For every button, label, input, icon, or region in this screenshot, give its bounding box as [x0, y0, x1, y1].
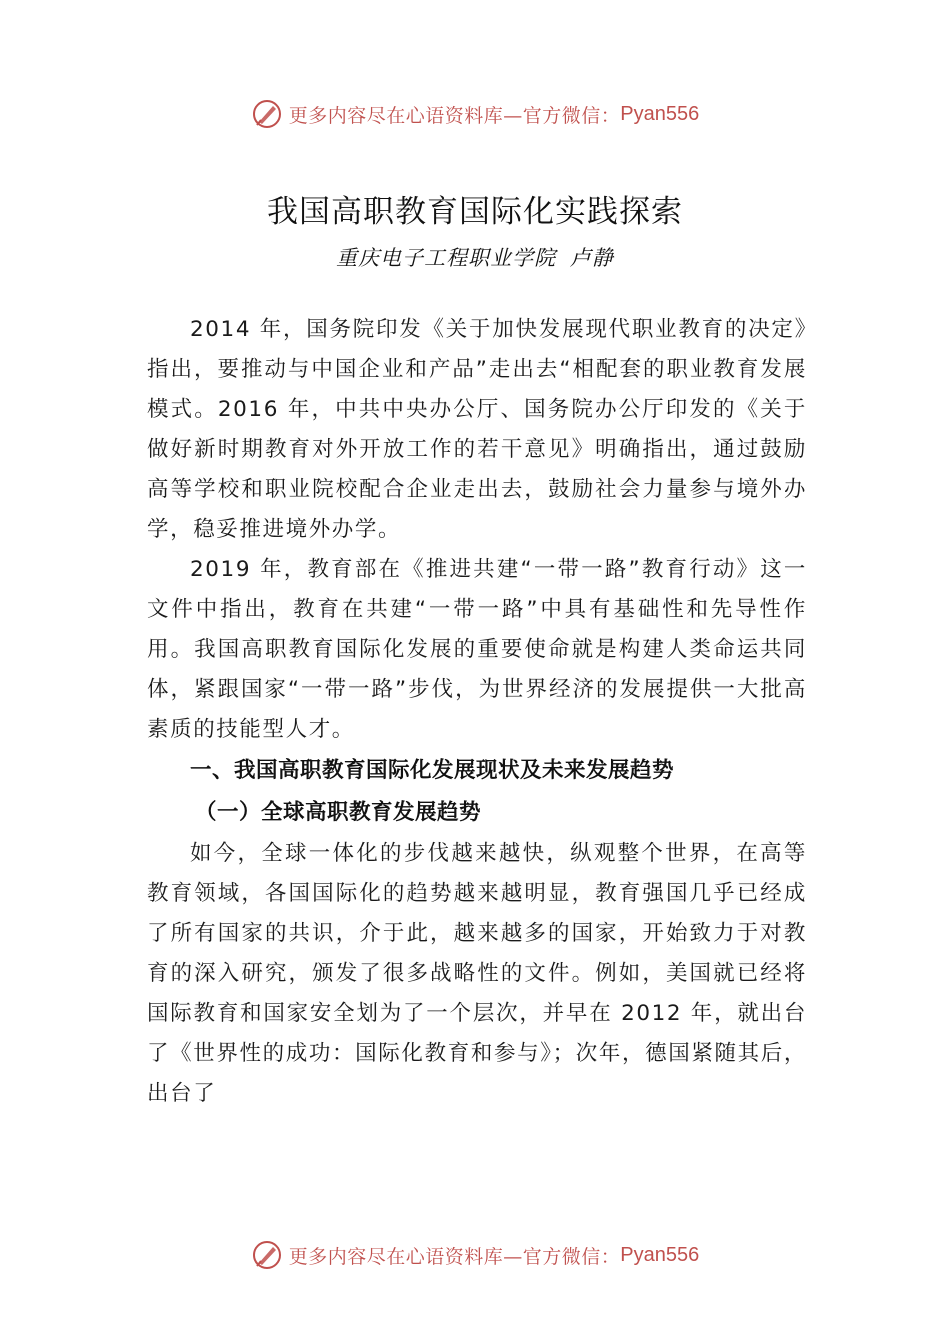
document-body: [147, 310, 807, 1114]
wechat-id: Pyan556: [620, 102, 700, 125]
quill-logo-icon: [251, 1239, 283, 1271]
section-heading: 一、我国高职教育国际化发展现状及未来发展趋势: [190, 758, 675, 783]
subsection-heading: （一）全球高职教育发展趋势: [195, 800, 482, 825]
paragraph: 2014 年，国务院印发《关于加快发展现代职业教育的决定》指出，要推动与中国企业和产品”走出去“相配套的职业教育发展模式。2016 年，中共中央办公厅、国务院办公厅印发的《关于做好新时期教育对外开放工作的若干意见》明确指出，通过鼓励高等学校和职业院校配合企业走出去，鼓励社会力量参与境外办学，稳妥推进境外办学。: [147, 317, 807, 542]
banner-text: 更多内容尽在心语资料库—官方微信：: [288, 104, 621, 127]
banner-text: 更多内容尽在心语资料库—官方微信：: [288, 1245, 621, 1268]
document-title: 我国高职教育国际化实践探索: [267, 194, 683, 230]
quill-logo-icon: [251, 98, 283, 130]
wechat-id: Pyan556: [620, 1243, 700, 1266]
header-banner: [0, 96, 950, 132]
paragraph: 如今，全球一体化的步伐越来越快，纵观整个世界，在高等教育领域，各国国际化的趋势越来越明显，教育强国几乎已经成了所有国家的共识，介于此，越来越多的国家，开始致力于对教育的深入研究，颁发了很多战略性的文件。例如，美国就已经将国际教育和国家安全划为了一个层次，并早在 2012 年，就出台了《世界性的成功：国际化教育和参与》；次年，德国紧随其后，出台了: [147, 841, 807, 1106]
footer-banner: [0, 1237, 950, 1273]
document-author: 重庆电子工程职业学院 卢静: [336, 246, 614, 270]
paragraph: 2019 年，教育部在《推进共建“一带一路”教育行动》这一文件中指出，教育在共建“一带一路”中具有基础性和先导性作用。我国高职教育国际化发展的重要使命就是构建人类命运共同体，紧跟国家“一带一路”步伐，为世界经济的发展提供一大批高素质的技能型人才。: [147, 557, 807, 742]
